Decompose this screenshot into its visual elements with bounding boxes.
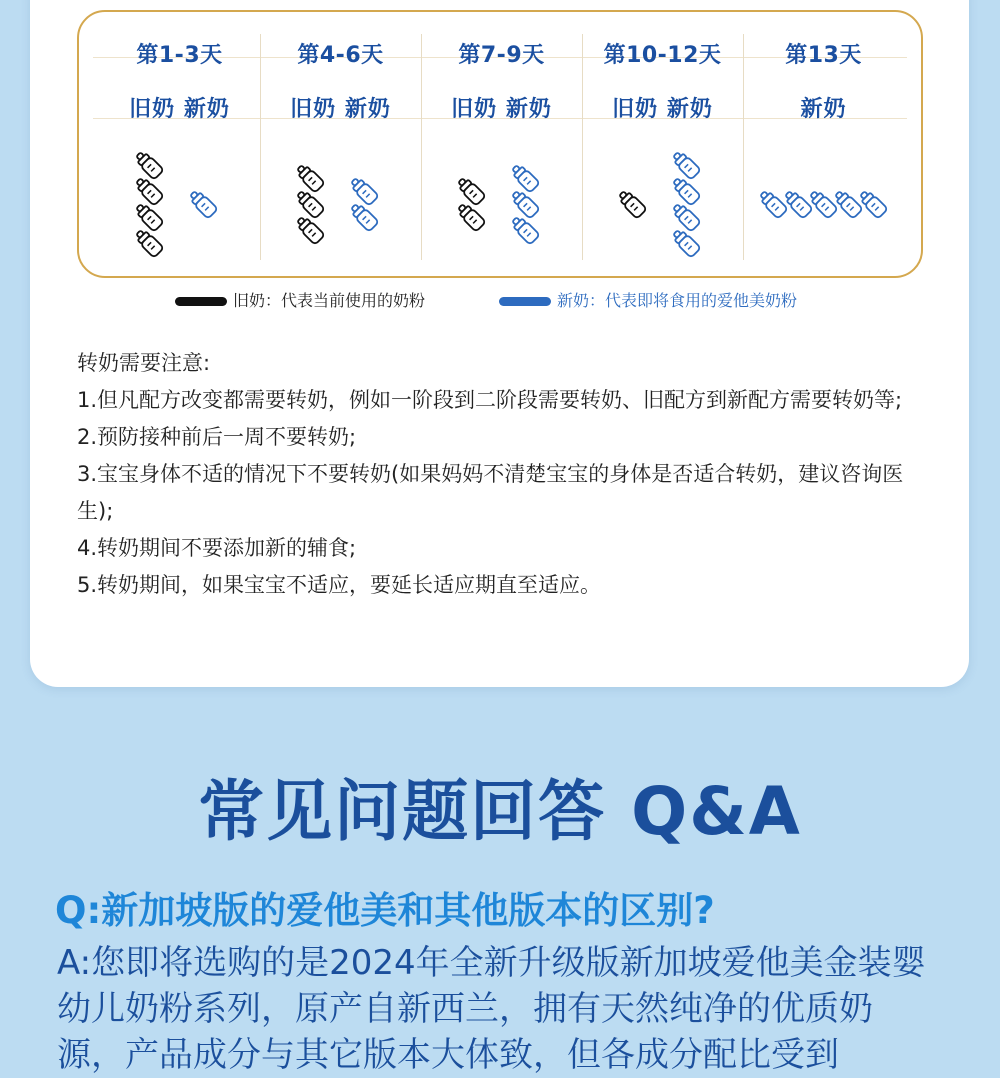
old-milk-bottle-icon <box>133 227 163 257</box>
legend-new-text: 新奶：代表即将食用的爱他美奶粉 <box>557 291 798 310</box>
old-milk-bottle-icon <box>616 188 646 218</box>
old-milk-bottle-icon <box>294 214 324 244</box>
stage-column-4 <box>582 34 744 260</box>
old-milk-bottle-icon <box>455 175 485 205</box>
new-milk-bottle-icon <box>509 214 539 244</box>
new-milk-bottle-icon <box>807 188 837 218</box>
legend-new-swatch <box>499 297 551 306</box>
stage-column-1 <box>99 34 261 260</box>
old-milk-bottle-icon <box>133 201 163 231</box>
legend-old-milk <box>175 290 425 312</box>
new-milk-bottle-icon <box>670 227 700 257</box>
bottle-group <box>260 146 421 266</box>
bottle-group <box>743 146 904 266</box>
new-milk-bottle-icon <box>670 175 700 205</box>
stage-day-label: 第13天 <box>785 43 862 68</box>
stage-milk-labels: 旧奶 新奶 <box>129 97 230 122</box>
note-item: 3.宝宝身体不适的情况下不要转奶(如果妈妈不清楚宝宝的身体是否适合转奶，建议咨询医生); <box>77 462 904 523</box>
new-milk-bottle-icon <box>187 188 217 218</box>
new-milk-bottle-icon <box>782 188 812 218</box>
note-item: 2.预防接种前后一周不要转奶; <box>77 425 357 449</box>
note-item: 4.转奶期间不要添加新的辅食; <box>77 536 357 560</box>
stage-column-3 <box>421 34 583 260</box>
old-milk-bottle-icon <box>294 162 324 192</box>
new-milk-bottle-icon <box>757 188 787 218</box>
qa-question: Q:新加坡版的爱他美和其他版本的区别? <box>55 889 715 932</box>
bottle-group <box>582 146 743 266</box>
old-milk-bottle-icon <box>294 188 324 218</box>
legend-old-text: 旧奶：代表当前使用的奶粉 <box>233 291 426 310</box>
old-milk-bottle-icon <box>133 175 163 205</box>
note-item: 1.但凡配方改变都需要转奶，例如一阶段到二阶段需要转奶、旧配方到新配方需要转奶等; <box>77 388 903 412</box>
stage-milk-labels: 旧奶 新奶 <box>612 97 713 122</box>
bottle-icons <box>260 146 421 260</box>
new-milk-bottle-icon <box>670 149 700 179</box>
stage-column-5 <box>743 34 904 260</box>
bottle-group <box>421 146 582 266</box>
bottle-icons <box>743 146 904 260</box>
bottle-icons <box>421 146 582 260</box>
stage-day-label: 第4-6天 <box>297 43 384 68</box>
stage-day-label: 第7-9天 <box>458 43 545 68</box>
new-milk-bottle-icon <box>348 201 378 231</box>
new-milk-bottle-icon <box>832 188 862 218</box>
notes-heading: 转奶需要注意: <box>77 351 211 375</box>
old-milk-bottle-icon <box>133 149 163 179</box>
stage-milk-labels: 新奶 <box>800 97 847 122</box>
bottle-icons <box>582 146 743 260</box>
transition-schedule-table <box>77 10 923 278</box>
stage-day-label: 第1-3天 <box>136 43 223 68</box>
old-milk-bottle-icon <box>455 201 485 231</box>
new-milk-bottle-icon <box>509 162 539 192</box>
qa-section-title: 常见问题回答 Q&A <box>198 773 802 850</box>
new-milk-bottle-icon <box>857 188 887 218</box>
bottle-group <box>99 146 260 266</box>
new-milk-bottle-icon <box>348 175 378 205</box>
bottle-icons <box>99 146 260 260</box>
legend-new-milk <box>499 290 797 312</box>
stage-milk-labels: 旧奶 新奶 <box>290 97 391 122</box>
note-item: 5.转奶期间，如果宝宝不适应，要延长适应期直至适应。 <box>77 573 602 597</box>
new-milk-bottle-icon <box>509 188 539 218</box>
stage-column-2 <box>260 34 422 260</box>
new-milk-bottle-icon <box>670 201 700 231</box>
stage-day-label: 第10-12天 <box>603 43 722 68</box>
transition-notes <box>77 345 917 604</box>
stage-milk-labels: 旧奶 新奶 <box>451 97 552 122</box>
legend-old-swatch <box>175 297 227 306</box>
qa-answer: A:您即将选购的是2024年全新升级版新加坡爱他美金装婴幼儿奶粉系列，原产自新西兰，拥有天然纯净的优质奶源，产品成分与其它版本大体致，但各成分配比受到 <box>57 943 926 1075</box>
